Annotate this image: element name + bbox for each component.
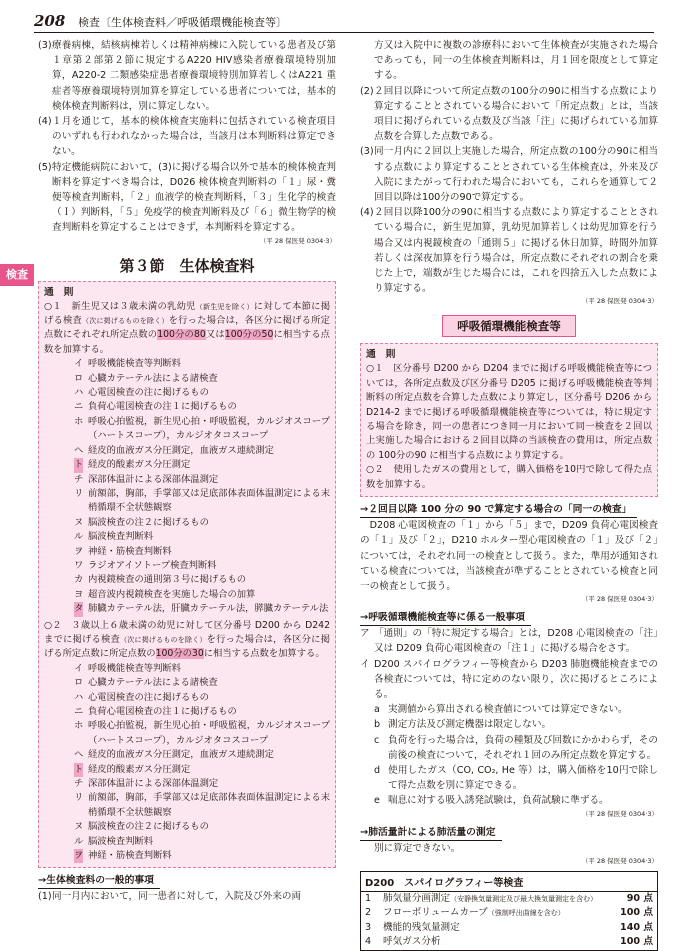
item-text: 心臓カテーテル法による諸検査 xyxy=(88,372,218,384)
exclusion-list-2 xyxy=(44,662,330,864)
sub-item xyxy=(360,763,658,793)
rule-2: ○２ ３歳以上６歳未満の幼児に対して区分番号 D200 から D242 までに掲げる検査（次に掲げるものを除く）を行った場合は，各区分に掲げる所定点数に所定点数の100分の30に相当する点数を加算する。 xyxy=(44,619,330,660)
spirometer-para: 別に算定できない。 xyxy=(374,842,461,854)
item-marker: タ xyxy=(74,602,83,616)
fee-row xyxy=(361,906,657,921)
item-marker: リ xyxy=(74,487,84,499)
fee-points: 100 点 xyxy=(620,907,653,919)
side-tab[interactable]: 検査 xyxy=(0,264,34,286)
list-item xyxy=(44,662,330,676)
item-text: 深部体温計による深部体温測定 xyxy=(88,778,219,790)
general-rules-label: 通 則 xyxy=(366,349,396,361)
item-marker: ハ xyxy=(74,691,84,703)
item-text: 負荷を行った場合は，負荷の種類及び回数にかかわらず，その前後の検査について，それぞれ１回のみ所定点数を算定する。 xyxy=(388,734,658,761)
left-top-items xyxy=(38,38,336,236)
fee-label-text: 呼気ガス分析 xyxy=(383,936,441,948)
fee-label xyxy=(383,935,603,950)
right-column xyxy=(360,38,658,951)
fee-row xyxy=(361,935,657,950)
list-item xyxy=(44,400,330,414)
item-marker: チ xyxy=(74,473,84,485)
running-title: 検査〔生体検査料／呼吸循環機能検査等〕 xyxy=(78,16,287,29)
fee-note: （安静換気量測定及び最大換気量測定を含む） xyxy=(450,894,598,903)
item-text: １月を通じて，基本的検体検査実施料に包括されている検査項目のいずれも行われなかった場合は，当該月は本判断料は算定できない。 xyxy=(52,116,336,158)
subsection-heading: →生体検査料の一般的事項 xyxy=(38,873,160,889)
item-number: (3) xyxy=(38,40,52,51)
list-item xyxy=(44,820,330,834)
exclusion-list-1 xyxy=(44,357,330,616)
reference-note: （平 28 保医発 0304·3） xyxy=(581,595,658,604)
item-marker: ヘ xyxy=(74,444,84,456)
item-text: 呼吸心拍監視，新生児心拍・呼吸監視，カルジオスコープ（ハートスコープ），カルジオタコスコープ xyxy=(88,415,330,442)
item-text: 負荷心電図検査の注１に掲げるもの xyxy=(88,401,237,413)
list-item xyxy=(44,473,330,487)
general-item-i: イ D200 スパイログラフィー等検査から D203 肺胞機能検査までの各検査については，特に定めのない限り，次に掲げるところによる。 xyxy=(360,658,658,700)
item-number: (2) xyxy=(360,85,374,97)
item-text: 測定方法及び測定機器は限定しない。 xyxy=(388,719,552,731)
reference-note: （平 28 保医発 0304·3） xyxy=(581,856,658,865)
item-marker: ホ xyxy=(74,720,84,732)
item-text: 深部体温計による深部体温測定 xyxy=(88,473,219,485)
item-marker: ヲ xyxy=(74,545,84,557)
item-marker: ニ xyxy=(74,706,84,718)
fee-number: 1 xyxy=(365,892,372,904)
sub-item xyxy=(360,733,658,763)
item-marker: ト xyxy=(74,458,83,472)
reference-note: （平 28 保医発 0304·3） xyxy=(581,297,658,306)
item-letter: e xyxy=(374,795,380,807)
list-item xyxy=(44,777,330,791)
fee-table xyxy=(360,871,658,951)
item-marker: カ xyxy=(74,574,84,586)
item-marker: ト xyxy=(74,763,83,777)
item-letter: b xyxy=(374,719,381,731)
item-number: (4) xyxy=(38,116,52,128)
item-marker: イ xyxy=(74,358,84,370)
item-text: 心電図検査の注に掲げるもの xyxy=(88,387,209,399)
reference-note: （平 28 保医発 0304·3） xyxy=(581,809,658,818)
general-item-a: ア 「通則」の「特に規定する場合」とは，D208 心電図検査の「注」又は D209 負荷心電図検査の「注１」に掲げる場合をさす。 xyxy=(360,628,658,655)
fee-row xyxy=(361,892,657,907)
list-item xyxy=(44,791,330,820)
fee-number: 3 xyxy=(365,921,372,933)
fee-points: 100 点 xyxy=(620,936,653,948)
list-item xyxy=(44,386,330,400)
list-item xyxy=(44,719,330,748)
item-text: 神経・筋検査判断料 xyxy=(88,545,172,557)
left-column xyxy=(38,38,336,905)
list-item xyxy=(44,835,330,849)
numbered-item xyxy=(360,205,658,296)
item-marker: ヲ xyxy=(74,849,83,863)
item-text: 肺臓カテーテル法，肝臓カテーテル法，膵臓カテーテル法 xyxy=(88,603,329,615)
sub-item xyxy=(360,793,658,808)
fee-label xyxy=(383,906,603,921)
list-item xyxy=(44,545,330,559)
reference-note: （平 28 保医発 0304·3） xyxy=(259,236,336,245)
general-rules-label: 通 則 xyxy=(44,286,74,298)
item-marker: ロ xyxy=(74,372,84,384)
item-marker: イ xyxy=(74,662,84,674)
item-number: (4) xyxy=(360,207,374,219)
item-letter: c xyxy=(374,734,380,746)
rule-2: ○２ 使用したガスの費用として，購入価格を10円で除して得た点数を加算する。 xyxy=(366,464,652,490)
page-header xyxy=(34,12,654,33)
page-number: 208 xyxy=(34,12,66,30)
respiratory-rules-box xyxy=(360,343,658,497)
list-item xyxy=(44,559,330,573)
list-item xyxy=(44,588,330,602)
sub-item xyxy=(360,702,658,717)
item-text: 特定機能病院において，(3)に掲げる場合以外で基本的検体検査判断料を算定すべき場合は，D026 検体検査判断料の「１」尿・糞便等検査判断料，「２」血液学的検査判断料，「３」生化学的検査（Ｉ）判断料，「５」免疫学的検査判断料及び「６」微生物学的検査判断料を算定することはできず，本判断料を算定する。 xyxy=(52,161,336,234)
item-marker: チ xyxy=(74,778,84,790)
item-letter: d xyxy=(374,764,381,776)
section-title: 第３節 生体検査料 xyxy=(119,256,255,275)
numbered-item xyxy=(38,114,336,160)
item-text: 神経・筋検査判断料 xyxy=(88,850,172,862)
general-item-1: (1) 同一月内において，同一患者に対して，入院及び外来の両 xyxy=(38,891,302,903)
item-marker: ニ xyxy=(74,401,84,413)
item-text: 超音波内視鏡検査を実施した場合の加算 xyxy=(88,588,256,600)
item-text: ２回目以降について所定点数の100分の90に相当する点数により算定することとされている場合において「所定点数」とは，当該項目に掲げられている点数及び当該「注」に掲げられている加算点数を合算した点数である。 xyxy=(374,85,658,143)
item-text: 喘息に対する吸入誘発試験は，負荷試験に準ずる。 xyxy=(388,795,609,807)
item-text: 使用したガス（CO, CO₂, He 等）は，購入価格を10円で除して得た点数を別に算定できる。 xyxy=(388,764,658,792)
item-marker: ヨ xyxy=(74,588,84,600)
item-text: ラジオアイソトープ検査判断料 xyxy=(88,559,217,571)
item-text: ２回目以降100分の90に相当する点数により算定することとされている場合に，新生児加算，乳幼児加算若しくは幼児加算を行う場合又は内視鏡検査の「通則５」に掲げる休日加算，時間外加算若しくは深夜加算を行う場合は，所定点数にそれぞれの割合を乗じた上で，端数が生じた場合には，これを四捨五入した点数により算定する。 xyxy=(374,207,658,295)
general-rules-box xyxy=(38,281,336,869)
item-text: 呼吸機能検査等判断料 xyxy=(88,662,181,674)
fee-label xyxy=(383,892,603,907)
list-item xyxy=(44,763,330,777)
continued-text: 方又は入院中に複数の診療科において生体検査が実施された場合であっても，同一の生体検査判断料は，月１回を限度として算定する。 xyxy=(374,40,658,82)
list-item xyxy=(44,530,330,544)
list-item xyxy=(44,444,330,458)
item-number: (5) xyxy=(38,161,52,173)
item-text: 負荷心電図検査の注１に掲げるもの xyxy=(88,706,237,718)
item-text: 呼吸機能検査等判断料 xyxy=(88,358,181,370)
item-text: 前額部，胸部，手掌部又は足底部体表面体温測定による末梢循環不全状態観察 xyxy=(88,792,330,818)
item-text: 心臓カテーテル法による諸検査 xyxy=(88,677,218,689)
item-marker: ヌ xyxy=(74,821,84,833)
fee-number: 2 xyxy=(365,907,372,919)
item-marker: ヘ xyxy=(74,749,84,761)
numbered-item xyxy=(38,160,336,236)
item-text: 脳波検査判断料 xyxy=(88,835,154,847)
item-text: 前額部，胸部，手掌部又は足底部体表面体温測定による末梢循環不全状態観察 xyxy=(88,487,330,514)
list-item xyxy=(44,691,330,705)
fee-number: 4 xyxy=(365,936,372,948)
item-text: 脳波検査の注２に掲げるもの xyxy=(88,516,209,528)
item-letter: a xyxy=(374,704,380,716)
list-item xyxy=(44,516,330,530)
list-item xyxy=(44,573,330,587)
rule-1: ○１ 区分番号 D200 から D204 までに掲げる呼吸機能検査等については，各所定点数及び区分番号 D205 に掲げる呼吸機能検査等判断料の所定点数を合算した点数により算定し，区分番号 D206 から D214-2 までに掲げる呼吸循環機能検査等については，特に規定する場合を除き，同一の患者につき同一月において同一検査を２回以上実施した場合における２回目以降の当該検査の費用は，所定点数の 100分の90 に相当する点数により算定する。 xyxy=(366,363,652,461)
item-text: 呼吸心拍監視，新生児心拍・呼吸監視，カルジオスコープ（ハートスコープ），カルジオタコスコープ xyxy=(88,720,330,746)
item-marker: ワ xyxy=(74,559,84,571)
fee-table-title: D200 スパイログラフィー等検査 xyxy=(361,872,657,892)
list-item xyxy=(44,415,330,444)
item-text: 同一月内に２回以上実施した場合，所定点数の100分の90に相当する点数により算定することとされている生体検査は，外来及び入院にまたがって行われた場合においても，これらを通算して２回目以降は100分の90で算定する。 xyxy=(374,146,658,204)
fee-row xyxy=(361,921,657,936)
fee-points: 90 点 xyxy=(626,892,653,904)
subsection-heading: →呼吸循環機能検査等に係る一般事項 xyxy=(360,610,531,626)
item-marker: ホ xyxy=(74,415,84,427)
numbered-item xyxy=(360,84,658,145)
item-text: 経皮的酸素ガス分圧測定 xyxy=(88,459,191,471)
sub-item xyxy=(360,717,658,732)
fee-label-text: フローボリュームカーブ xyxy=(383,907,488,919)
item-text: 脳波検査の注２に掲げるもの xyxy=(88,821,209,833)
fee-points: 140 点 xyxy=(620,921,653,933)
right-items xyxy=(360,84,658,297)
rule-1: ○１ 新生児又は３歳未満の乳幼児（新生児を除く）に対して本節に掲げる検査（次に掲げるものを除く）を行った場合は，各区分に掲げる所定点数にそれぞれ所定点数の100分の80又は100分の50に相当する点数を加算する。 xyxy=(44,300,330,355)
list-item xyxy=(44,458,330,472)
item-text: 療養病棟，結核病棟若しくは精神病棟に入院している患者及び第１章第２部第２節に規定するA220 HIV感染者療養環境特別加算，A220-2 二類感染症患者療養環境特別加算若しくはA221 重症者等療養環境特別加算を算定している患者については，基本的検体検査判断料は，別に算定しない。 xyxy=(52,40,336,112)
fee-label-text: 肺気量分画測定 xyxy=(383,892,451,904)
list-item xyxy=(44,748,330,762)
item-text: 実測値から算出される検査値については算定できない。 xyxy=(388,704,628,716)
item-marker: リ xyxy=(74,792,84,804)
category-ribbon: 呼吸循環機能検査等 xyxy=(360,315,658,337)
item-marker: ヌ xyxy=(74,516,84,528)
item-text: 脳波検査判断料 xyxy=(88,531,154,543)
list-item xyxy=(44,602,330,616)
item-text: 経皮的酸素ガス分圧測定 xyxy=(88,763,191,775)
item-marker: ル xyxy=(74,835,84,847)
item-number: (3) xyxy=(360,146,374,158)
list-item xyxy=(44,849,330,863)
item-marker: ル xyxy=(74,531,84,543)
list-item xyxy=(44,487,330,516)
item-text: 内視鏡検査の通則第３号に掲げるもの xyxy=(88,574,247,586)
item-marker: ロ xyxy=(74,677,84,689)
item-text: 経皮的血液ガス分圧測定，血液ガス連続測定 xyxy=(88,749,274,761)
numbered-item xyxy=(38,38,336,114)
sub-list xyxy=(360,702,658,808)
same-test-para: D208 心電図検査の「１」から「５」まで，D209 負荷心電図検査の「１」及び「２」，D210 ホルター型心電図検査の「１」及び「２」については，それぞれ同一の検査として扱う。また，準用が通知されている検査については，当該検査が準ずることとされている検査と同一の検査として扱う。 xyxy=(360,520,658,592)
item-text: 経皮的血液ガス分圧測定，血液ガス連続測定 xyxy=(88,444,274,456)
numbered-item xyxy=(360,144,658,205)
subsection-heading: →２回目以降 100 分の 90 で算定する場合の「同一の検査」 xyxy=(360,502,637,518)
subsection-heading: →肺活量計による肺活量の測定 xyxy=(360,825,502,841)
fee-note: （強制呼出曲線を含む） xyxy=(487,909,565,918)
item-marker: ハ xyxy=(74,387,84,399)
list-item xyxy=(44,676,330,690)
list-item xyxy=(44,705,330,719)
fee-label-text: 機能的残気量測定 xyxy=(383,921,460,933)
list-item xyxy=(44,357,330,371)
list-item xyxy=(44,372,330,386)
item-text: 心電図検査の注に掲げるもの xyxy=(88,691,209,703)
fee-label xyxy=(383,921,603,936)
